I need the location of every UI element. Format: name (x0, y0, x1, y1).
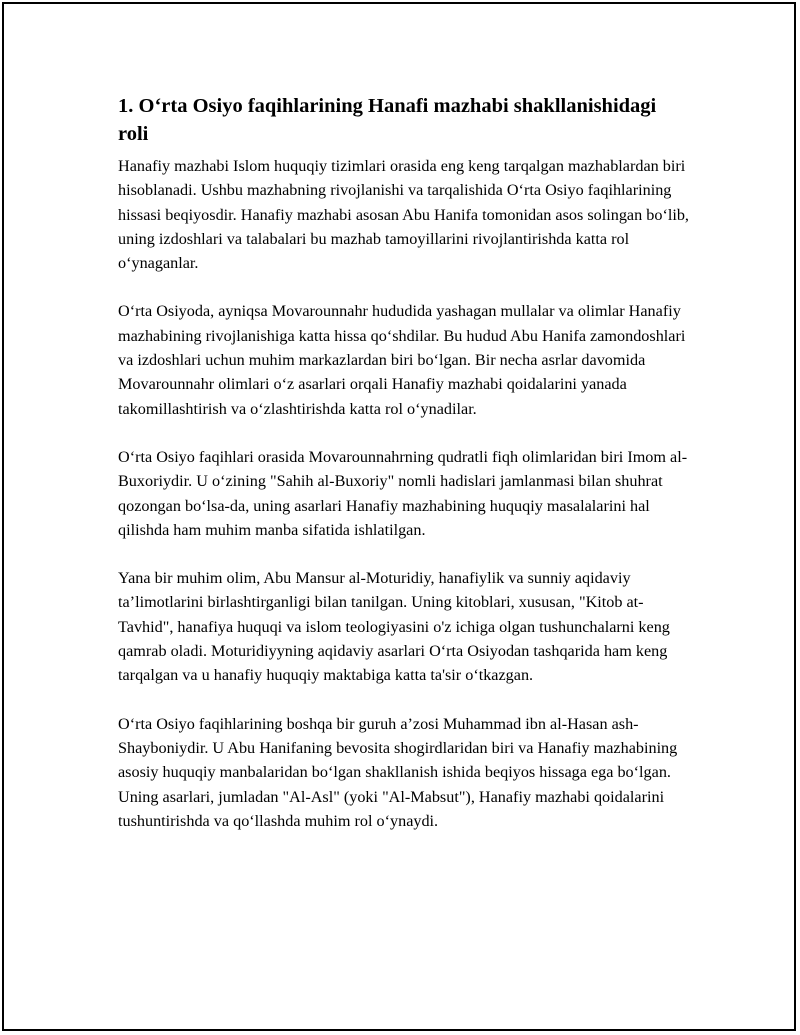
paragraph-4: Yana bir muhim olim, Abu Mansur al-Moturidiy, hanafiylik va sunniy aqidaviy ta’limotlarini birlashtirganligi bilan tanilgan. Uning kitoblari, xususan, "Kitob at-Tavhid", hanafiya huquqi va islom teologiyasini o'z ichiga olgan tushunchalarni keng qamrab oladi. Moturidiyyning aqidaviy asarlari O‘rta Osiyodan tashqarida ham keng tarqalgan va u hanafiy huquqiy maktabiga katta ta'sir o‘tkazgan. (118, 569, 670, 685)
paragraph-2: O‘rta Osiyoda, ayniqsa Movarounnahr hududida yashagan mullalar va olimlar Hanafiy mazhabining rivojlanishiga katta hissa qo‘shdilar. Bu hudud Abu Hanifa zamondoshlari va izdoshlari uchun muhim markazlardan biri bo‘lgan. Bir necha asrlar davomida Movarounnahr olimlari o‘z asarlari orqali Hanafiy mazhabi qoidalarini yanada takomillashtirish va o‘zlashtirishda katta rol o‘ynadilar. (118, 302, 686, 418)
section-heading: 1. O‘rta Osiyo faqihlarining Hanafi mazhabi shakllanishidagi roli (118, 95, 657, 145)
paragraph-1: Hanafiy mazhabi Islom huquqiy tizimlari orasida eng keng tarqalgan mazhablardan biri hisoblanadi. Ushbu mazhabning rivojlanishi va tarqalishida O‘rta Osiyo faqihlarining hissasi beqiyosdir. Hanafiy mazhabi asosan Abu Hanifa tomonidan asos solingan bo‘lib, uning izdoshlari va talabalari bu mazhab tamoyillarini rivojlantirishda katta rol o‘ynaganlar. (118, 157, 689, 273)
paragraph-3: O‘rta Osiyo faqihlari orasida Movarounnahrning qudratli fiqh olimlaridan biri Imom al-Buxoriydir. U o‘zining "Sahih al-Buxoriy" nomli hadislari jamlanmasi bilan shuhrat qozongan bo‘lsa-da, uning asarlari Hanafiy mazhabining huquqiy masalalarini hal qilishda ham muhim manba sifatida ishlatilgan. (118, 447, 688, 539)
paragraph-5: O‘rta Osiyo faqihlarining boshqa bir guruh a’zosi Muhammad ibn al-Hasan ash-Shayboniydir. U Abu Hanifaning bevosita shogirdlaridan biri va Hanafiy mazhabining asosiy huquqiy manbalaridan bo‘lgan shakllanish ishida beqiyos hissaga ega bo‘lgan. Uning asarlari, jumladan "Al-Asl" (yoki "Al-Mabsut"), Hanafiy mazhabi qoidalarini tushuntirishda va qo‘llashda muhim rol o‘ynaydi. (118, 714, 678, 830)
document-body (118, 92, 690, 857)
